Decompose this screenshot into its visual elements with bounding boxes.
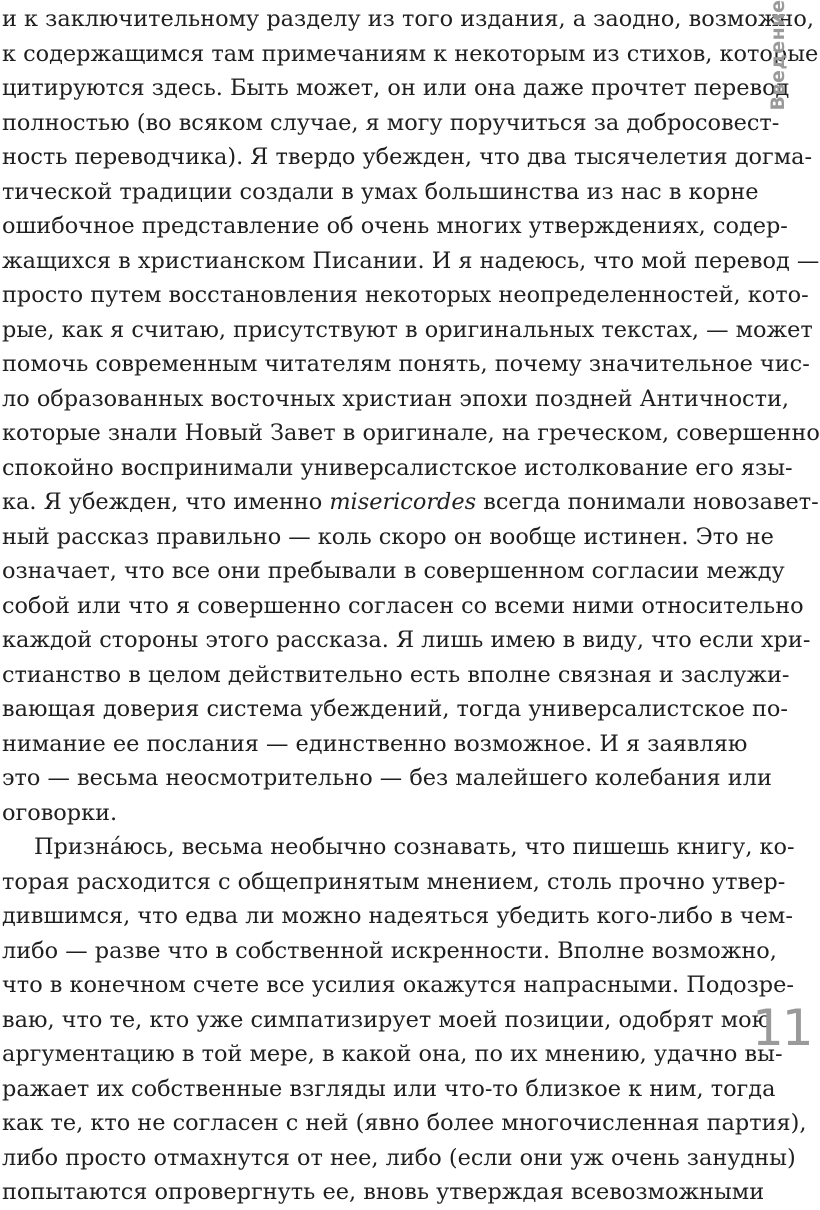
text-line: ный рассказ правильно — коль скоро он вообще истинен. Это не — [2, 523, 774, 550]
text-line — [2, 485, 819, 520]
text-line: как те, кто не согласен с ней (явно более многочисленная партия), — [2, 1110, 807, 1136]
text-line: помочь современным читателям понять, почему значительное чис- — [2, 351, 810, 377]
text-line-paragraph-end: оговорки. — [2, 799, 118, 826]
text-line: спокойно воспринимали универсалистское истолкование его язы- — [2, 454, 793, 481]
text-line: просто путем восстановления некоторых неопределенностей, кото- — [2, 282, 809, 308]
text-line: и к заключительному разделу из того издания, а заодно, возможно, — [2, 6, 814, 32]
text-line: каждой стороны этого рассказа. Я лишь имею в виду, что если хри- — [2, 627, 811, 653]
text-line: стианство в целом действительно есть вполне связная и заслужи- — [2, 661, 790, 688]
text-line: означает, что все они пребывали в совершенном согласии между — [2, 558, 785, 584]
page-number: 11 — [752, 999, 812, 1057]
text-line: дившимся, что едва ли можно надеяться убедить кого-либо в чем- — [2, 903, 793, 929]
text-line: ражает их собственные взгляды или что-то близкое к ним, тогда — [2, 1075, 776, 1102]
text-line: либо просто отмахнутся от нее, либо (если они уж очень занудны) — [2, 1144, 796, 1171]
text-line-paragraph-start: Призна́юсь, весьма необычно сознавать, что пишешь книгу, ко- — [34, 834, 795, 860]
text-line: цитируются здесь. Быть может, он или она даже прочтет перевод — [2, 75, 790, 101]
running-head-label: Введение — [767, 0, 789, 111]
text-line: рые, как я считаю, присутствуют в оригинальных текстах, — может — [2, 316, 813, 343]
text-line: которые знали Новый Завет в оригинале, на греческом, совершенно — [2, 420, 820, 446]
text-line: ошибочное представление об очень многих утверждениях, содер- — [2, 213, 788, 239]
text-segment: ка. Я убежден, что именно — [2, 489, 330, 515]
text-line: жащихся в христианском Писании. И я надеюсь, что мой перевод — — [2, 247, 820, 274]
text-line: полностью (во всяком случае, я могу поручиться за добросовест- — [2, 109, 780, 136]
text-line: что в конечном счете все усилия окажутся напрасными. Подозре- — [2, 972, 794, 998]
text-line: вающая доверия система убеждений, тогда универсалистское по- — [2, 696, 788, 722]
text-line: ваю, что те, кто уже симпатизирует моей позиции, одобрят мою — [2, 1006, 772, 1033]
text-line: либо — разве что в собственной искренности. Вполне возможно, — [2, 937, 777, 964]
text-line: тической традиции создали в умах большинства из нас в корне — [2, 178, 759, 205]
text-line: ность переводчика). Я твердо убежден, что два тысячелетия догма- — [2, 144, 813, 170]
text-line: ло образованных восточных христиан эпохи поздней Античности, — [2, 385, 790, 412]
text-line: собой или что я совершенно согласен со всеми ними относительно — [2, 592, 804, 619]
text-line: попытаются опровергнуть ее, вновь утверждая всевозможными — [2, 1179, 765, 1205]
text-line: нимание ее послания — единственно возможное. И я заявляю — [2, 730, 748, 757]
text-segment: всегда понимали новозавет- — [476, 489, 819, 515]
text-line: торая расходится с общепринятым мнением, столь прочно утвер- — [2, 868, 786, 895]
running-head — [756, 0, 800, 110]
text-line: к содержащимся там примечаниям к некоторым из стихов, которые — [2, 40, 819, 67]
text-line: аргументацию в той мере, в какой она, по их мнению, удачно вы- — [2, 1041, 783, 1067]
text-line: это — весьма неосмотрительно — без малейшего колебания или — [2, 765, 772, 791]
italic-term: misericordes — [329, 489, 477, 515]
